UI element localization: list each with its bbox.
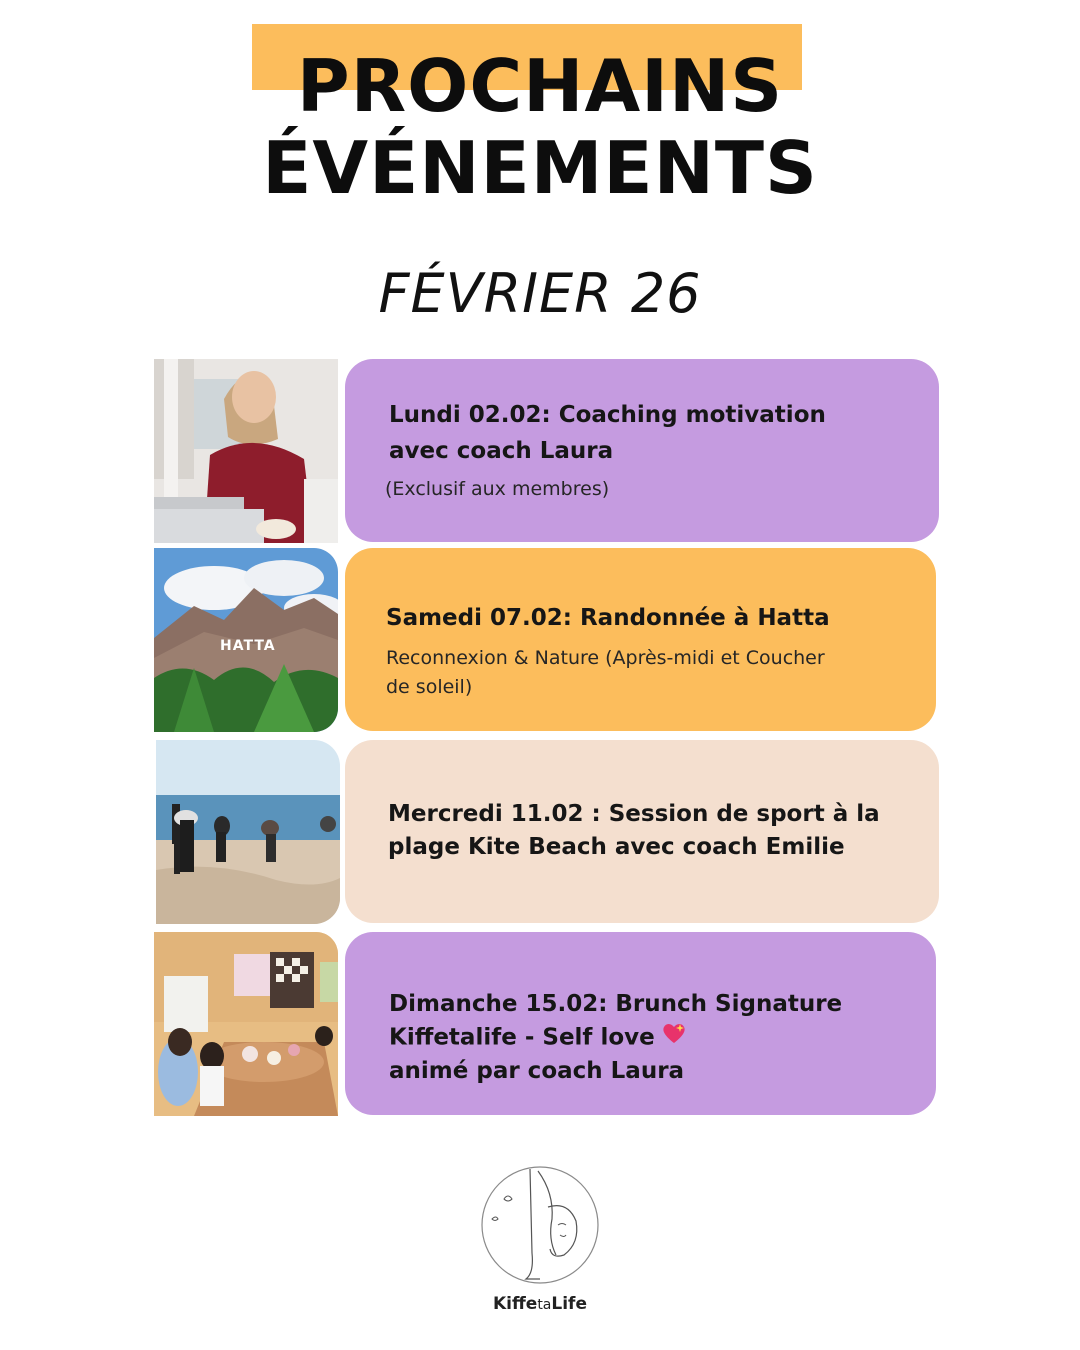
event-card-3[interactable] — [345, 740, 939, 923]
hatta-sign-text: HATTA — [220, 638, 276, 654]
event-card-1[interactable] — [345, 359, 939, 542]
event-card-4[interactable] — [345, 932, 936, 1115]
event-4-title-line1: Dimanche 15.02: Brunch Signature — [389, 991, 843, 1017]
month-heading: FÉVRIER 26 — [378, 262, 702, 325]
beach-workout-photo — [156, 740, 340, 924]
event-2-subtitle: Reconnexion & Nature (Après-midi et Coucher de soleil) — [386, 647, 825, 698]
sparkling-heart-icon — [661, 1021, 687, 1055]
page-title-line1: PROCHAINS — [296, 44, 784, 128]
event-3-title: Mercredi 11.02 : Session de sport à la plage Kite Beach avec coach Emilie — [388, 801, 880, 860]
event-card-2[interactable] — [345, 548, 936, 731]
event-2-title: Samedi 07.02: Randonnée à Hatta — [386, 605, 830, 631]
event-4-title-line3: animé par coach Laura — [389, 1058, 685, 1084]
event-1-subtitle: (Exclusif aux membres) — [385, 478, 610, 500]
woman-with-laptop-photo — [154, 359, 338, 543]
hatta-mountains-photo — [154, 548, 338, 732]
event-4-title-line2: Kiffetalife - Self love — [389, 1024, 655, 1051]
two-faces-line-art-logo — [478, 1163, 602, 1291]
page-title-line2: ÉVÉNEMENTS — [262, 126, 818, 210]
event-1-title: Lundi 02.02: Coaching motivation avec coach Laura — [389, 402, 826, 464]
brunch-table-photo — [154, 932, 338, 1116]
brand-name: KiffetaLife — [493, 1294, 587, 1314]
